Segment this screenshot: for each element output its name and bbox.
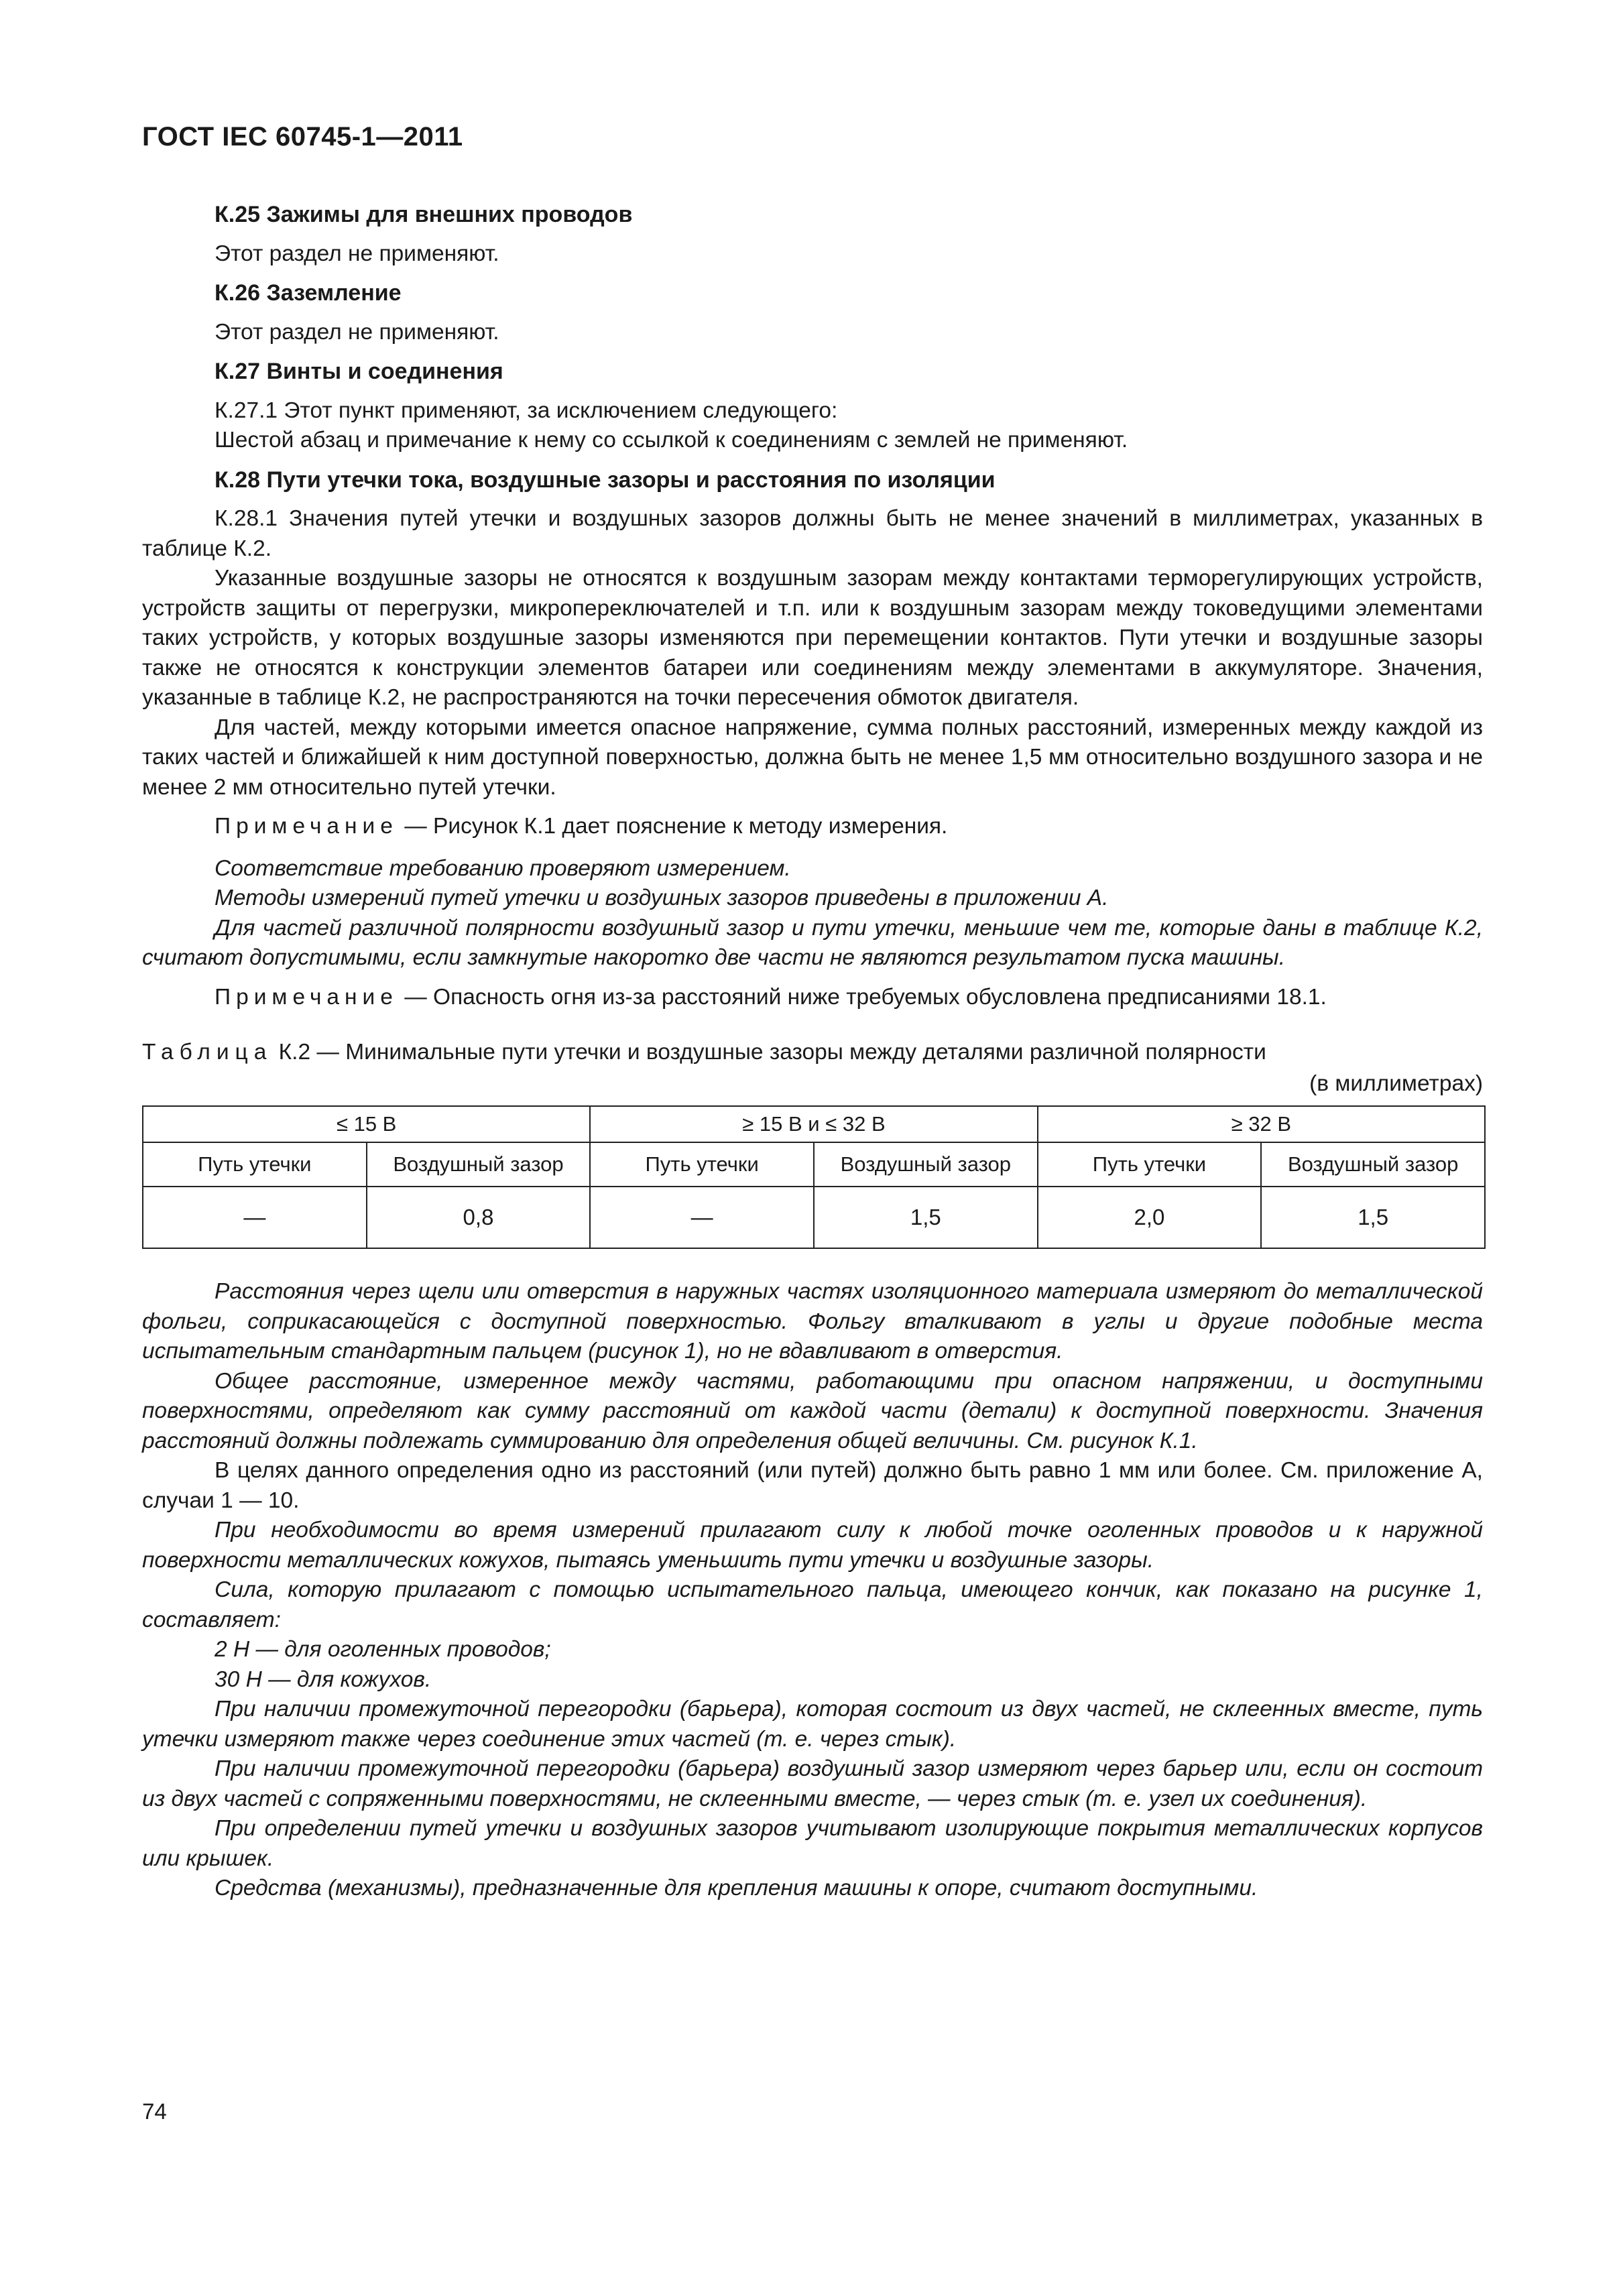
note-1-label: Примечание	[215, 814, 398, 839]
table-subheader: Воздушный зазор	[814, 1142, 1038, 1187]
italic-paragraph: При наличии промежуточной перегородки (барьера) воздушный зазор измеряют через барьер или, если он состоит из двух частей с сопряженными поверхностями, не склеенными вместе, — через стык (т. е. узел их соединения).	[142, 1756, 1483, 1811]
table-value-row	[143, 1187, 1485, 1248]
italic-paragraph: Расстояния через щели или отверстия в наружных частях изоляционного материала измеряют до металлической фольги, соприкасающейся с доступной поверхностью. Фольгу вталкивают в углы и другие подобные места испытательным стандартным пальцем (рисунок 1), но не вдавливают в отверстия.	[142, 1279, 1483, 1364]
section-k28-p2: Указанные воздушные зазоры не относятся к воздушным зазорам между контактами терморегулирующих устройств, устройств защиты от перегрузки, микропереключателей и т.п. или к воздушным зазорам между токоведущими элементами таких устройств, у которых воздушные зазоры изменяются при перемещении контактов. Пути утечки и воздушные зазоры также не относятся к конструкции элементов батареи или соединениям между элементами в аккумуляторе. Значения, указанные в таблице К.2, не распространяются на точки пересечения обмоток двигателя.	[142, 566, 1483, 710]
page-content	[142, 194, 1483, 1904]
after-table-text	[142, 1277, 1483, 1904]
italic-paragraph: При наличии промежуточной перегородки (барьера), которая состоит из двух частей, не склеенных вместе, путь утечки измеряют также через соединение этих частей (т. е. через стык).	[142, 1697, 1483, 1752]
italic-methods: Методы измерений путей утечки и воздушных зазоров приведены в приложении А.	[215, 886, 1109, 910]
italic-paragraph: Сила, которую прилагают с помощью испытательного пальца, имеющего кончик, как показано на рисунке 1, составляет:	[142, 1577, 1483, 1632]
table-cell: 0,8	[367, 1187, 591, 1248]
italic-compliance: Соответствие требованию проверяют измерением.	[215, 855, 791, 881]
table-group-header: ≥ 15 В и ≤ 32 В	[590, 1106, 1037, 1142]
italic-paragraph: Средства (механизмы), предназначенные для крепления машины к опоре, считают доступными.	[215, 1876, 1258, 1900]
section-k28-title: К.28 Пути утечки тока, воздушные зазоры и расстояния по изоляции	[215, 467, 996, 493]
page-number: 74	[142, 2099, 167, 2124]
table-units: (в миллиметрах)	[1309, 1071, 1483, 1096]
italic-paragraph: Общее расстояние, измеренное между частями, работающими при опасном напряжении, и доступными поверхностями, определяют как сумму расстояний от каждой части (детали) к доступной поверхности. Значения расстояний должны подлежать суммированию для определения общей величины. См. рисунок К.1.	[142, 1368, 1483, 1453]
table-subheader: Воздушный зазор	[1261, 1142, 1485, 1187]
section-k26-text: Этот раздел не применяют.	[215, 319, 499, 345]
note-2-text: — Опасность огня из-за расстояний ниже требуемых обусловлена предписаниями 18.1.	[398, 984, 1327, 1010]
italic-paragraph: 30 Н — для кожухов.	[215, 1667, 432, 1692]
table-cell: 1,5	[1261, 1187, 1485, 1248]
section-k28-p3: Для частей, между которыми имеется опасное напряжение, сумма полных расстояний, измеренных между каждой из таких частей и ближайшей к ним доступной поверхностью, должна быть не менее 1,5 мм относительно воздушного зазора и не менее 2 мм относительно путей утечки.	[142, 715, 1483, 800]
note-1	[142, 812, 1483, 842]
section-k28-p1: К.28.1 Значения путей утечки и воздушных зазоров должны быть не менее значений в миллиметрах, указанных в таблице К.2.	[142, 506, 1483, 561]
table-cell: 1,5	[814, 1187, 1038, 1248]
section-k26-title: К.26 Заземление	[215, 280, 402, 306]
document-header: ГОСТ IEC 60745-1—2011	[142, 122, 463, 152]
table-subheader: Воздушный зазор	[367, 1142, 591, 1187]
table-subheader: Путь утечки	[590, 1142, 814, 1187]
table-cell: 2,0	[1038, 1187, 1262, 1248]
table-cell: —	[143, 1187, 367, 1248]
italic-polarity: Для частей различной полярности воздушный зазор и пути утечки, меньшие чем те, которые даны в таблице К.2, считают допустимыми, если замкнутые накоротко две части не являются результатом пуска машины.	[142, 915, 1483, 970]
table-cell: —	[590, 1187, 814, 1248]
table-subheader-row	[143, 1142, 1485, 1187]
table-group-header-row	[143, 1106, 1485, 1142]
section-k27-title: К.27 Винты и соединения	[215, 359, 503, 384]
table-k2	[142, 1105, 1486, 1249]
italic-paragraph: 2 Н — для оголенных проводов;	[215, 1637, 551, 1662]
note-2-label: Примечание	[215, 984, 398, 1010]
table-subheader: Путь утечки	[1038, 1142, 1262, 1187]
section-k27-p2: Шестой абзац и примечание к нему со ссылкой к соединениям с землей не применяют.	[215, 428, 1128, 452]
table-caption	[142, 1038, 1483, 1068]
table-caption-label: Таблица	[142, 1040, 273, 1065]
section-k27-p1: К.27.1 Этот пункт применяют, за исключением следующего:	[215, 398, 838, 423]
italic-paragraph: При необходимости во время измерений прилагают силу к любой точке оголенных проводов и к наружной поверхности металлических кожухов, пытаясь уменьшить пути утечки и воздушные зазоры.	[142, 1518, 1483, 1573]
table-caption-text: К.2 — Минимальные пути утечки и воздушные зазоры между деталями различной полярности	[272, 1040, 1266, 1065]
note-2	[142, 983, 1483, 1013]
table-subheader: Путь утечки	[143, 1142, 367, 1187]
section-k25-text: Этот раздел не применяют.	[215, 241, 499, 266]
paragraph: В целях данного определения одно из расстояний (или путей) должно быть равно 1 мм или более. См. приложение А, случаи 1 — 10.	[142, 1458, 1483, 1513]
italic-paragraph: При определении путей утечки и воздушных зазоров учитывают изолирующие покрытия металлических корпусов или крышек.	[142, 1816, 1483, 1871]
table-group-header: ≤ 15 В	[143, 1106, 590, 1142]
section-k25-title: К.25 Зажимы для внешних проводов	[215, 202, 633, 227]
note-1-text: — Рисунок К.1 дает пояснение к методу измерения.	[398, 814, 948, 839]
table-group-header: ≥ 32 В	[1038, 1106, 1485, 1142]
